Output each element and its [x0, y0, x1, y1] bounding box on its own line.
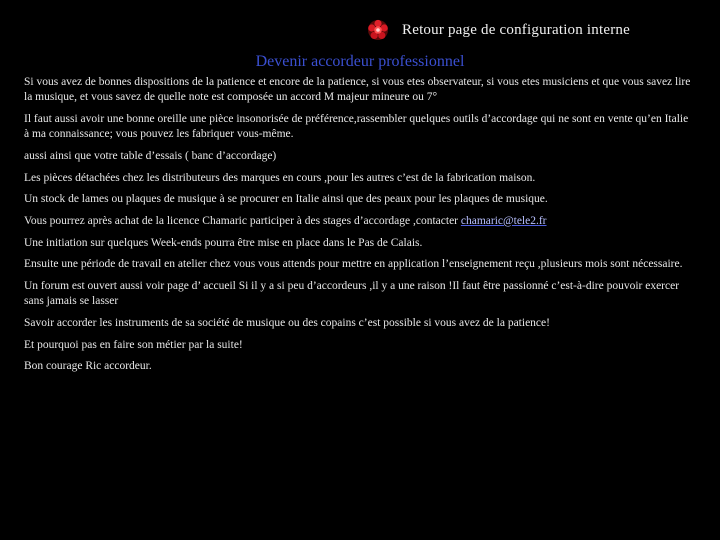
paragraph: Une initiation sur quelques Week-ends pourra être mise en place dans le Pas de Calais.: [24, 236, 423, 249]
paragraph: Ensuite une période de travail en atelier chez vous vous attends pour mettre en application l’enseignement reçu ,plusieurs mois sont nécessaire.: [24, 258, 683, 271]
paragraph: Et pourquoi pas en faire son métier par la suite!: [24, 338, 243, 351]
email-link[interactable]: chamaric@tele2.fr: [460, 214, 547, 227]
back-link-label: Retour page de configuration interne: [402, 21, 630, 38]
flower-icon: [366, 18, 390, 42]
paragraph: Bon courage Ric accordeur.: [24, 360, 152, 373]
licence-text: Vous pourrez après achat de la licence Chamaric participer à des stages d’accordage ,contacter: [24, 214, 461, 227]
article-body: [24, 75, 696, 381]
paragraph: Les pièces détachées chez les distributeurs des marques en cours ,pour les autres c’est de la fabrication maison.: [24, 171, 536, 184]
paragraph: Il faut aussi avoir une bonne oreille une pièce insonorisée de préférence,rassembler quelques outils d’accordage qui ne sont en vente qu’en Italie à ma connaissance; vous pouvez les fabriquer vous-même.: [24, 112, 689, 141]
paragraph: Savoir accorder les instruments de sa société de musique ou des copains c’est possible si vous avez de la patience!: [24, 316, 550, 329]
paragraph: Si vous avez de bonnes dispositions de la patience et encore de la patience, si vous etes observateur, si vous etes musiciens et que vous savez lire la musique, et vous savez de quelle note est composée un accord M majeur mineure ou 7°: [24, 76, 691, 104]
paragraph: Un stock de lames ou plaques de musique à se procurer en Italie ainsi que des peaux pour les plaques de musique.: [24, 193, 548, 206]
page-title: Devenir accordeur professionnel: [255, 53, 465, 70]
paragraph: Un forum est ouvert aussi voir page d’ accueil Si il y a si peu d’accordeurs ,il y a une raison !Il faut être passionné c’est-à-dire pouvoir exercer sans jamais se lasser: [24, 280, 680, 308]
back-to-config-link[interactable]: [366, 18, 630, 42]
paragraph: aussi ainsi que votre table d’essais ( banc d’accordage): [24, 149, 277, 162]
licence-paragraph: [24, 214, 696, 229]
